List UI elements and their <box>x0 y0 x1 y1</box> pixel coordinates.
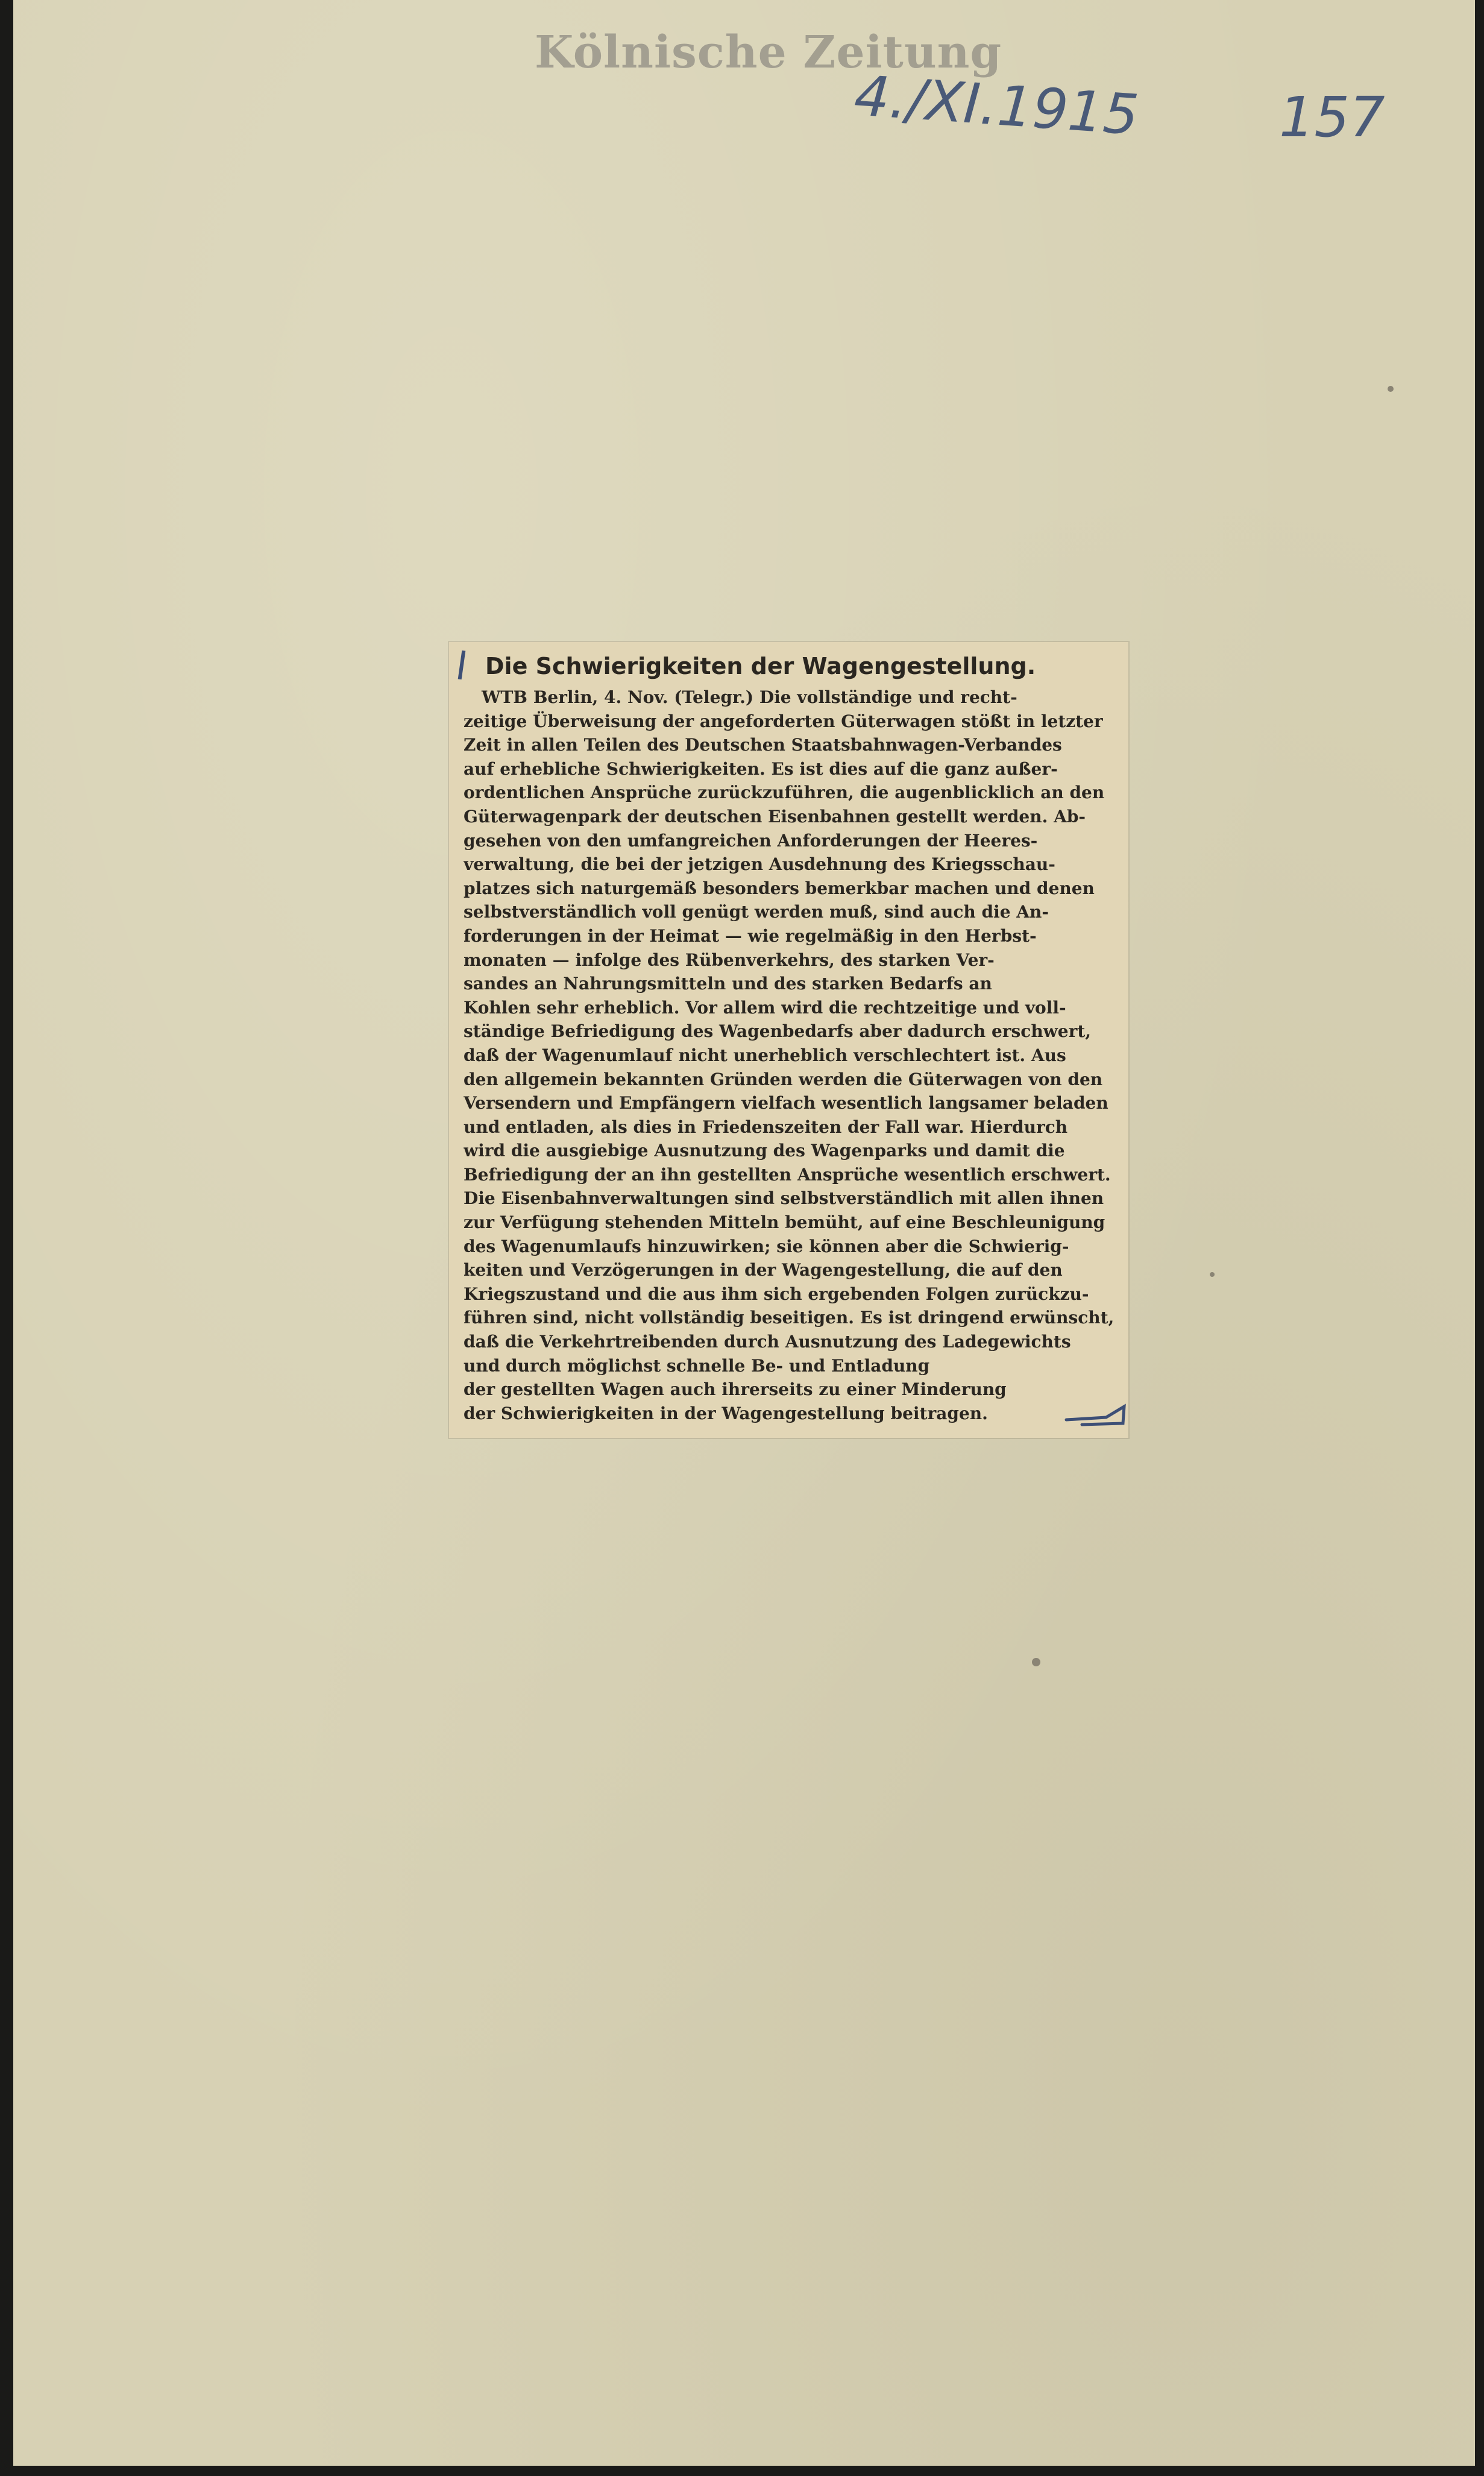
margin-pencil-mark <box>458 651 466 679</box>
article-line: Zeit in allen Teilen des Deutschen Staatsbahnwagen-Verbandes <box>464 735 1062 755</box>
article-line: führen sind, nicht vollständig beseitigen. Es ist dringend erwünscht, <box>464 1308 1114 1328</box>
article-line: Versendern und Empfängern vielfach wesentlich langsamer beladen <box>464 1093 1108 1114</box>
article-line: Kohlen sehr erheblich. Vor allem wird die rechtzeitige und voll- <box>464 997 1066 1018</box>
paper-speck <box>1210 1272 1215 1277</box>
paper-speck <box>1388 386 1394 392</box>
article-line: ordentlichen Ansprüche zurückzuführen, die augenblicklich an den <box>464 783 1105 803</box>
article-line: und durch möglichst schnelle Be- und Entladung <box>464 1355 930 1376</box>
article-line: monaten — infolge des Rübenverkehrs, des starken Ver- <box>464 950 995 970</box>
article-line: der Schwierigkeiten in der Wagengestellung beitragen. <box>464 1403 988 1423</box>
article-line: Die Eisenbahnverwaltungen sind selbstverständlich mit allen ihnen <box>464 1188 1104 1209</box>
article-line: WTB Berlin, 4. Nov. (Telegr.) Die vollständige und recht- <box>482 687 1017 707</box>
article-line: forderungen in der Heimat — wie regelmäßig in den Herbst- <box>464 925 1037 946</box>
paper-speck <box>1032 1658 1040 1666</box>
article-line: daß die Verkehrtreibenden durch Ausnutzung des Ladegewichts <box>464 1332 1071 1352</box>
article-line: den allgemein bekannten Gründen werden die Güterwagen von den <box>464 1069 1103 1089</box>
article-line: verwaltung, die bei der jetzigen Ausdehnung des Kriegsschau- <box>464 854 1055 875</box>
article-line: und entladen, als dies in Friedenszeiten der Fall war. Hierdurch <box>464 1117 1068 1137</box>
article-line: zeitige Überweisung der angeforderten Güterwagen stößt in letzter <box>464 711 1103 731</box>
article-line: wird die ausgiebige Ausnutzung des Wagenparks und damit die <box>464 1141 1065 1161</box>
newspaper-stamp: Kölnische Zeitung <box>535 27 1002 78</box>
article-line: gesehen von den umfangreichen Anforderungen der Heeres- <box>464 830 1038 851</box>
handwritten-page-number: 157 <box>1279 85 1385 150</box>
article-body <box>464 685 1114 1425</box>
article-line: Befriedigung der an ihn gestellten Ansprüche wesentlich erschwert. <box>464 1164 1111 1185</box>
pencil-check-icon <box>1064 1403 1130 1427</box>
article-line: der gestellten Wagen auch ihrerseits zu einer Minderung <box>464 1379 1007 1400</box>
handwritten-date: 4./XI.1915 <box>852 63 1141 148</box>
article-title: Die Schwierigkeiten der Wagengestellung. <box>485 653 1036 679</box>
article-line: platzes sich naturgemäß besonders bemerkbar machen und denen <box>464 878 1095 898</box>
article-line: Kriegszustand und die aus ihm sich ergebenden Folgen zurückzu- <box>464 1284 1089 1304</box>
article-line: auf erhebliche Schwierigkeiten. Es ist dies auf die ganz außer- <box>464 758 1058 779</box>
article-line: selbstverständlich voll genügt werden muß, sind auch die An- <box>464 902 1049 922</box>
article-line: Güterwagenpark der deutschen Eisenbahnen gestellt werden. Ab- <box>464 806 1086 827</box>
article-line: ständige Befriedigung des Wagenbedarfs aber dadurch erschwert, <box>464 1021 1092 1042</box>
article-line: daß der Wagenumlauf nicht unerheblich verschlechtert ist. Aus <box>464 1045 1066 1065</box>
article-line: sandes an Nahrungsmitteln und des starken Bedarfs an <box>464 974 992 994</box>
article-line: keiten und Verzögerungen in der Wagengestellung, die auf den <box>464 1260 1063 1281</box>
article-line: zur Verfügung stehenden Mitteln bemüht, auf eine Beschleunigung <box>464 1212 1105 1233</box>
article-line: des Wagenumlaufs hinzuwirken; sie können aber die Schwierig- <box>464 1236 1069 1256</box>
archive-sheet <box>13 0 1475 2466</box>
newspaper-clipping <box>449 642 1128 1438</box>
